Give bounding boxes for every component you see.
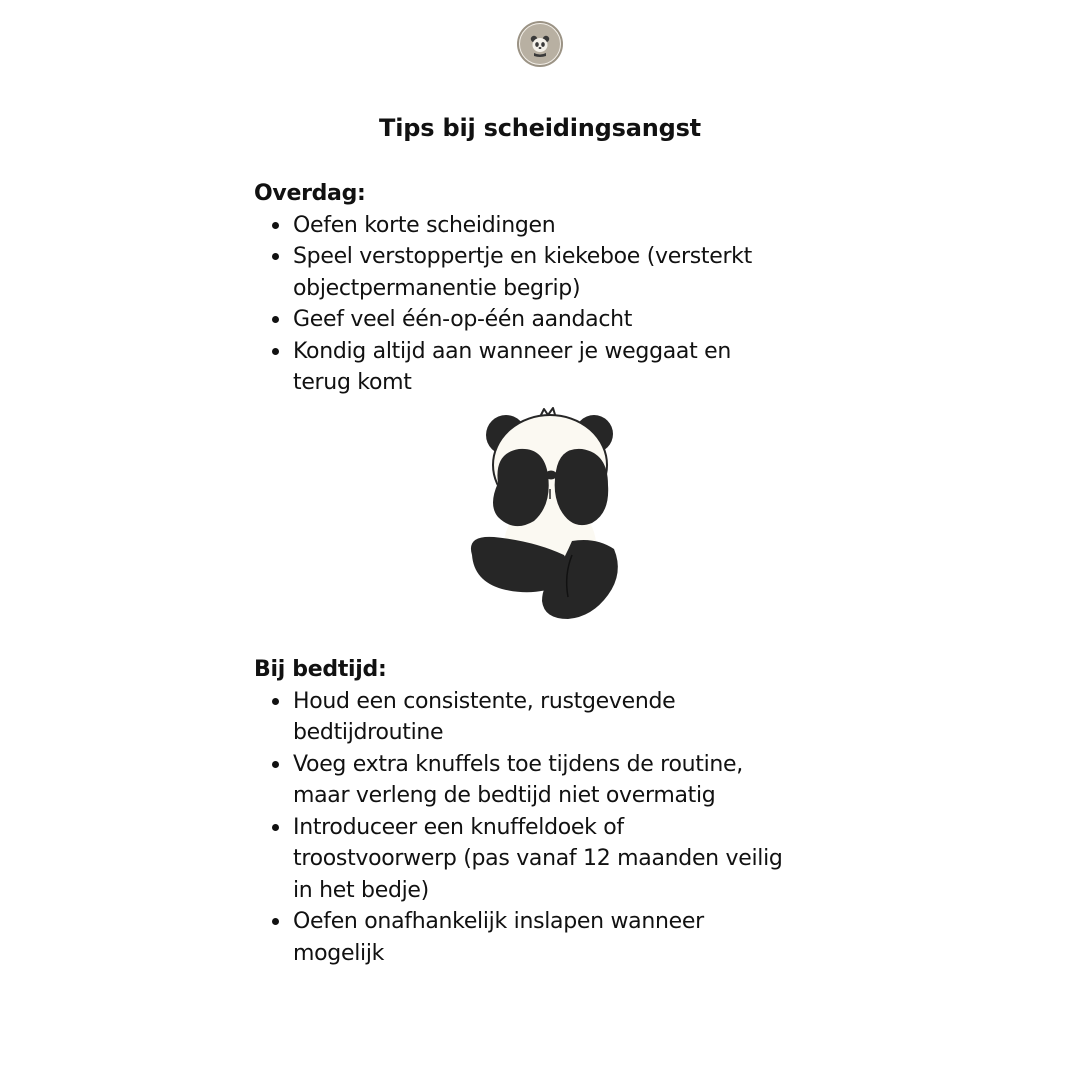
list-item-line: in het bedje) [293, 877, 429, 903]
list-item-line: Houd een consistente, rustgevende [293, 688, 676, 714]
page-title: Tips bij scheidingsangst [379, 114, 701, 142]
list-item-line: Oefen onafhankelijk inslapen wanneer [293, 909, 704, 934]
bullet-icon [272, 348, 279, 355]
list-item [254, 686, 833, 749]
bullet-icon [272, 316, 279, 323]
list-item-line: mogelijk [293, 940, 385, 966]
list-item-line: bedtijdroutine [293, 720, 444, 745]
list-item-line: objectpermanentie begrip) [293, 275, 581, 301]
list-item [254, 812, 833, 907]
bullet-icon [272, 824, 279, 831]
list-item [254, 336, 833, 399]
logo [516, 20, 564, 68]
section-daytime [254, 178, 854, 399]
list-item-line: Voeg extra knuffels toe tijdens de routine, [293, 751, 743, 777]
section-heading: Overdag: [254, 181, 366, 206]
list-item [254, 241, 833, 304]
panda-illustration [464, 405, 624, 625]
bullet-icon [272, 253, 279, 260]
list-item-line: Speel verstoppertje en kiekeboe (versterkt [293, 244, 752, 269]
tip-list [254, 210, 854, 399]
tip-list [254, 686, 854, 970]
list-item [254, 749, 833, 812]
list-item-line: Oefen korte scheidingen [293, 212, 556, 238]
list-item-line: troostvoorwerp (pas vanaf 12 maanden veilig [293, 846, 783, 871]
list-item-line: terug komt [293, 370, 412, 395]
list-item [254, 210, 833, 242]
bullet-icon [272, 918, 279, 925]
list-item [254, 304, 833, 336]
list-item-line: maar verleng de bedtijd niet overmatig [293, 783, 716, 808]
list-item [254, 906, 833, 969]
bullet-icon [272, 761, 279, 768]
panda-covering-eyes-icon [464, 405, 624, 625]
list-item-line: Geef veel één-op-één aandacht [293, 307, 633, 332]
list-item-line: Kondig altijd aan wanneer je weggaat en [293, 338, 732, 364]
bullet-icon [272, 698, 279, 705]
list-item-line: Introduceer een knuffeldoek of [293, 814, 624, 840]
section-heading: Bij bedtijd: [254, 657, 387, 682]
panda-badge-logo-icon [516, 20, 564, 68]
bullet-icon [272, 222, 279, 229]
section-bedtime [254, 654, 854, 969]
